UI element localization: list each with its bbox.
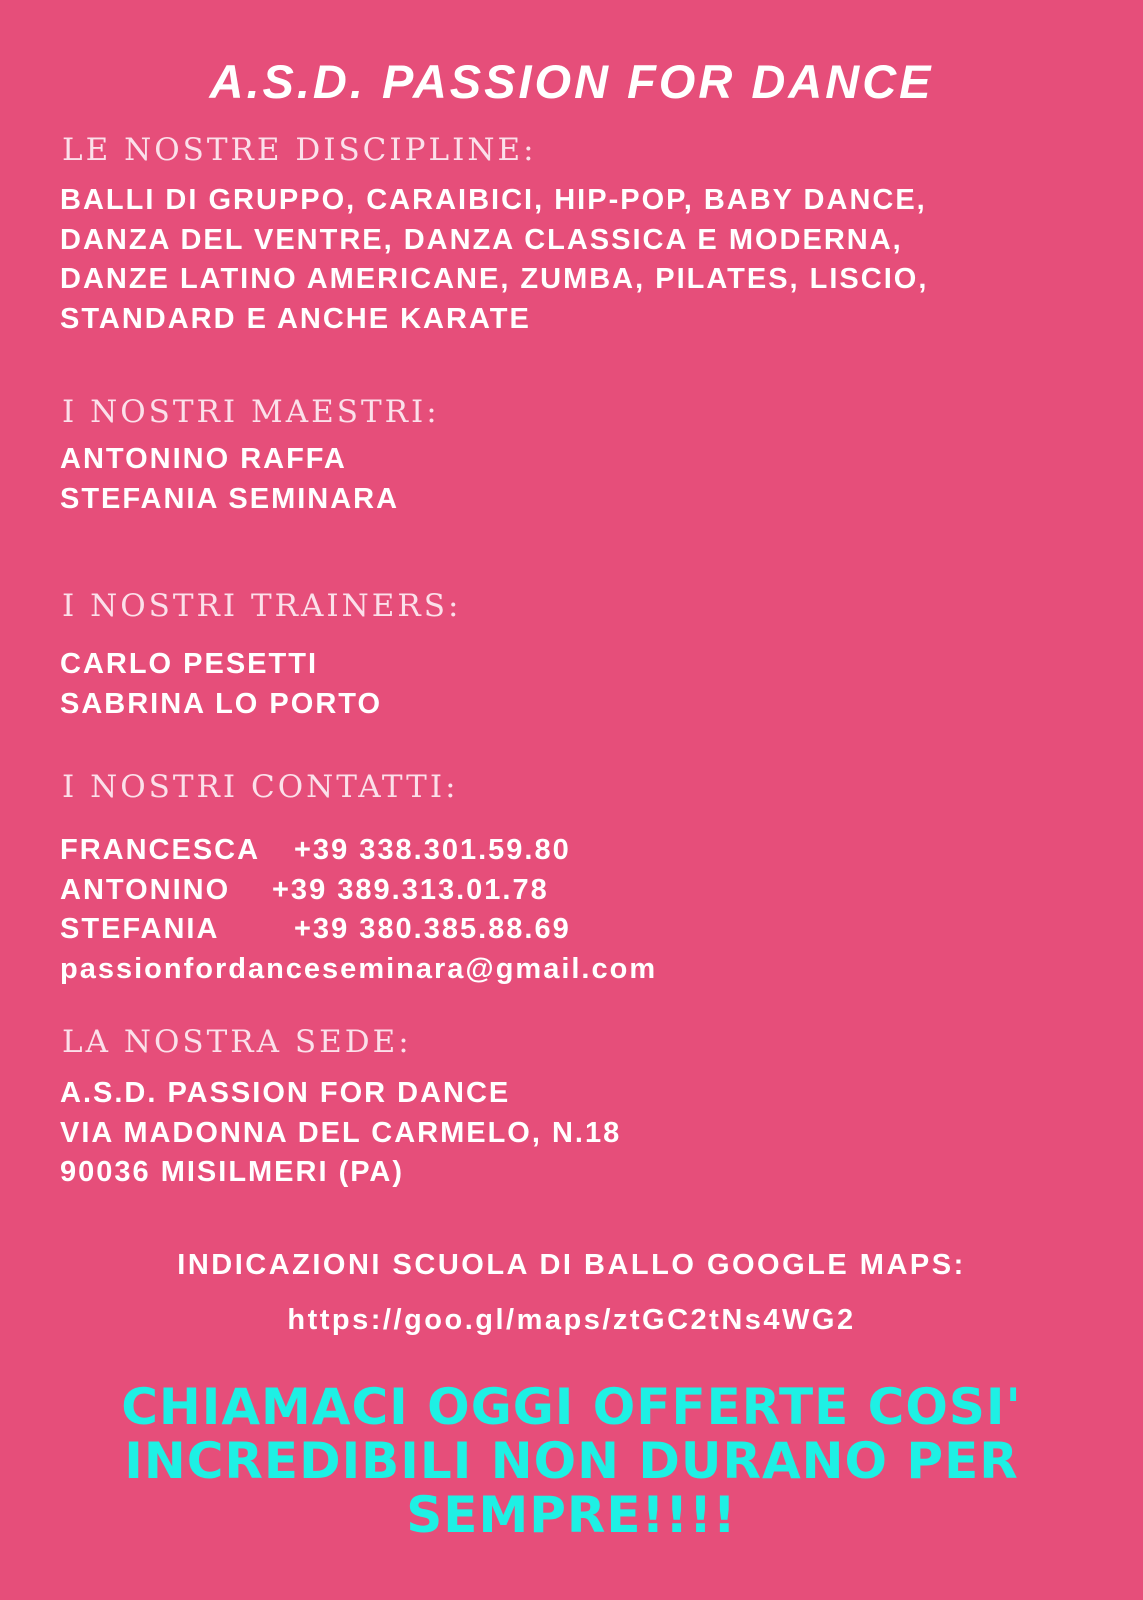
contact-email[interactable]: passionfordanceseminara@gmail.com (60, 952, 658, 985)
disciplines-list (60, 181, 928, 339)
trainers-list (60, 645, 382, 724)
contact-phone[interactable]: +39 389.313.01.78 (272, 873, 549, 906)
disciplines-line: DANZA DEL VENTRE, DANZA CLASSICA E MODERNA, (60, 223, 903, 256)
contacts-list (60, 831, 657, 989)
address-line: A.S.D. PASSION FOR DANCE (60, 1077, 511, 1109)
promo-line: CHIAMACI OGGI OFFERTE COSI' (121, 1378, 1022, 1436)
page-title: A.S.D. PASSION FOR DANCE (209, 55, 934, 108)
trainer-name: CARLO PESETTI (60, 648, 319, 680)
masters-list (60, 440, 399, 519)
disciplines-line: STANDARD E ANCHE KARATE (60, 302, 531, 335)
address-line: VIA MADONNA DEL CARMELO, N.18 (60, 1116, 622, 1149)
disciplines-line: DANZE LATINO AMERICANE, ZUMBA, PILATES, LISCIO, (60, 263, 929, 295)
contact-name: ANTONINO (60, 873, 231, 906)
contact-row (60, 871, 657, 911)
masters-heading: I NOSTRI MAESTRI: (62, 394, 440, 430)
disciplines-heading: LE NOSTRE DISCIPLINE: (62, 132, 537, 168)
address-line: 90036 MISILMERI (PA) (60, 1156, 405, 1188)
maps-label: INDICAZIONI SCUOLA DI BALLO GOOGLE MAPS: (177, 1249, 966, 1281)
contact-name: STEFANIA (60, 913, 220, 945)
promo-text (0, 1380, 1143, 1542)
maps-link[interactable]: https://goo.gl/maps/ztGC2tNs4WG2 (287, 1304, 856, 1336)
trainers-heading: I NOSTRI TRAINERS: (62, 588, 462, 624)
promo-line: INCREDIBILI NON DURANO PER (124, 1432, 1019, 1490)
trainer-name: SABRINA LO PORTO (60, 687, 383, 720)
location-heading: LA NOSTRA SEDE: (62, 1024, 412, 1060)
promo-line: SEMPRE!!!! (406, 1486, 737, 1544)
master-name: ANTONINO RAFFA (60, 443, 347, 475)
contact-row (60, 910, 657, 950)
contact-name: FRANCESCA (60, 834, 261, 866)
contact-phone[interactable]: +39 338.301.59.80 (294, 834, 571, 866)
master-name: STEFANIA SEMINARA (60, 482, 400, 515)
contacts-heading: I NOSTRI CONTATTI: (62, 769, 459, 805)
location-address (60, 1074, 621, 1193)
contact-phone[interactable]: +39 380.385.88.69 (294, 913, 571, 945)
contact-row (60, 831, 657, 871)
disciplines-line: BALLI DI GRUPPO, CARAIBICI, HIP-POP, BABY DANCE, (60, 184, 927, 216)
